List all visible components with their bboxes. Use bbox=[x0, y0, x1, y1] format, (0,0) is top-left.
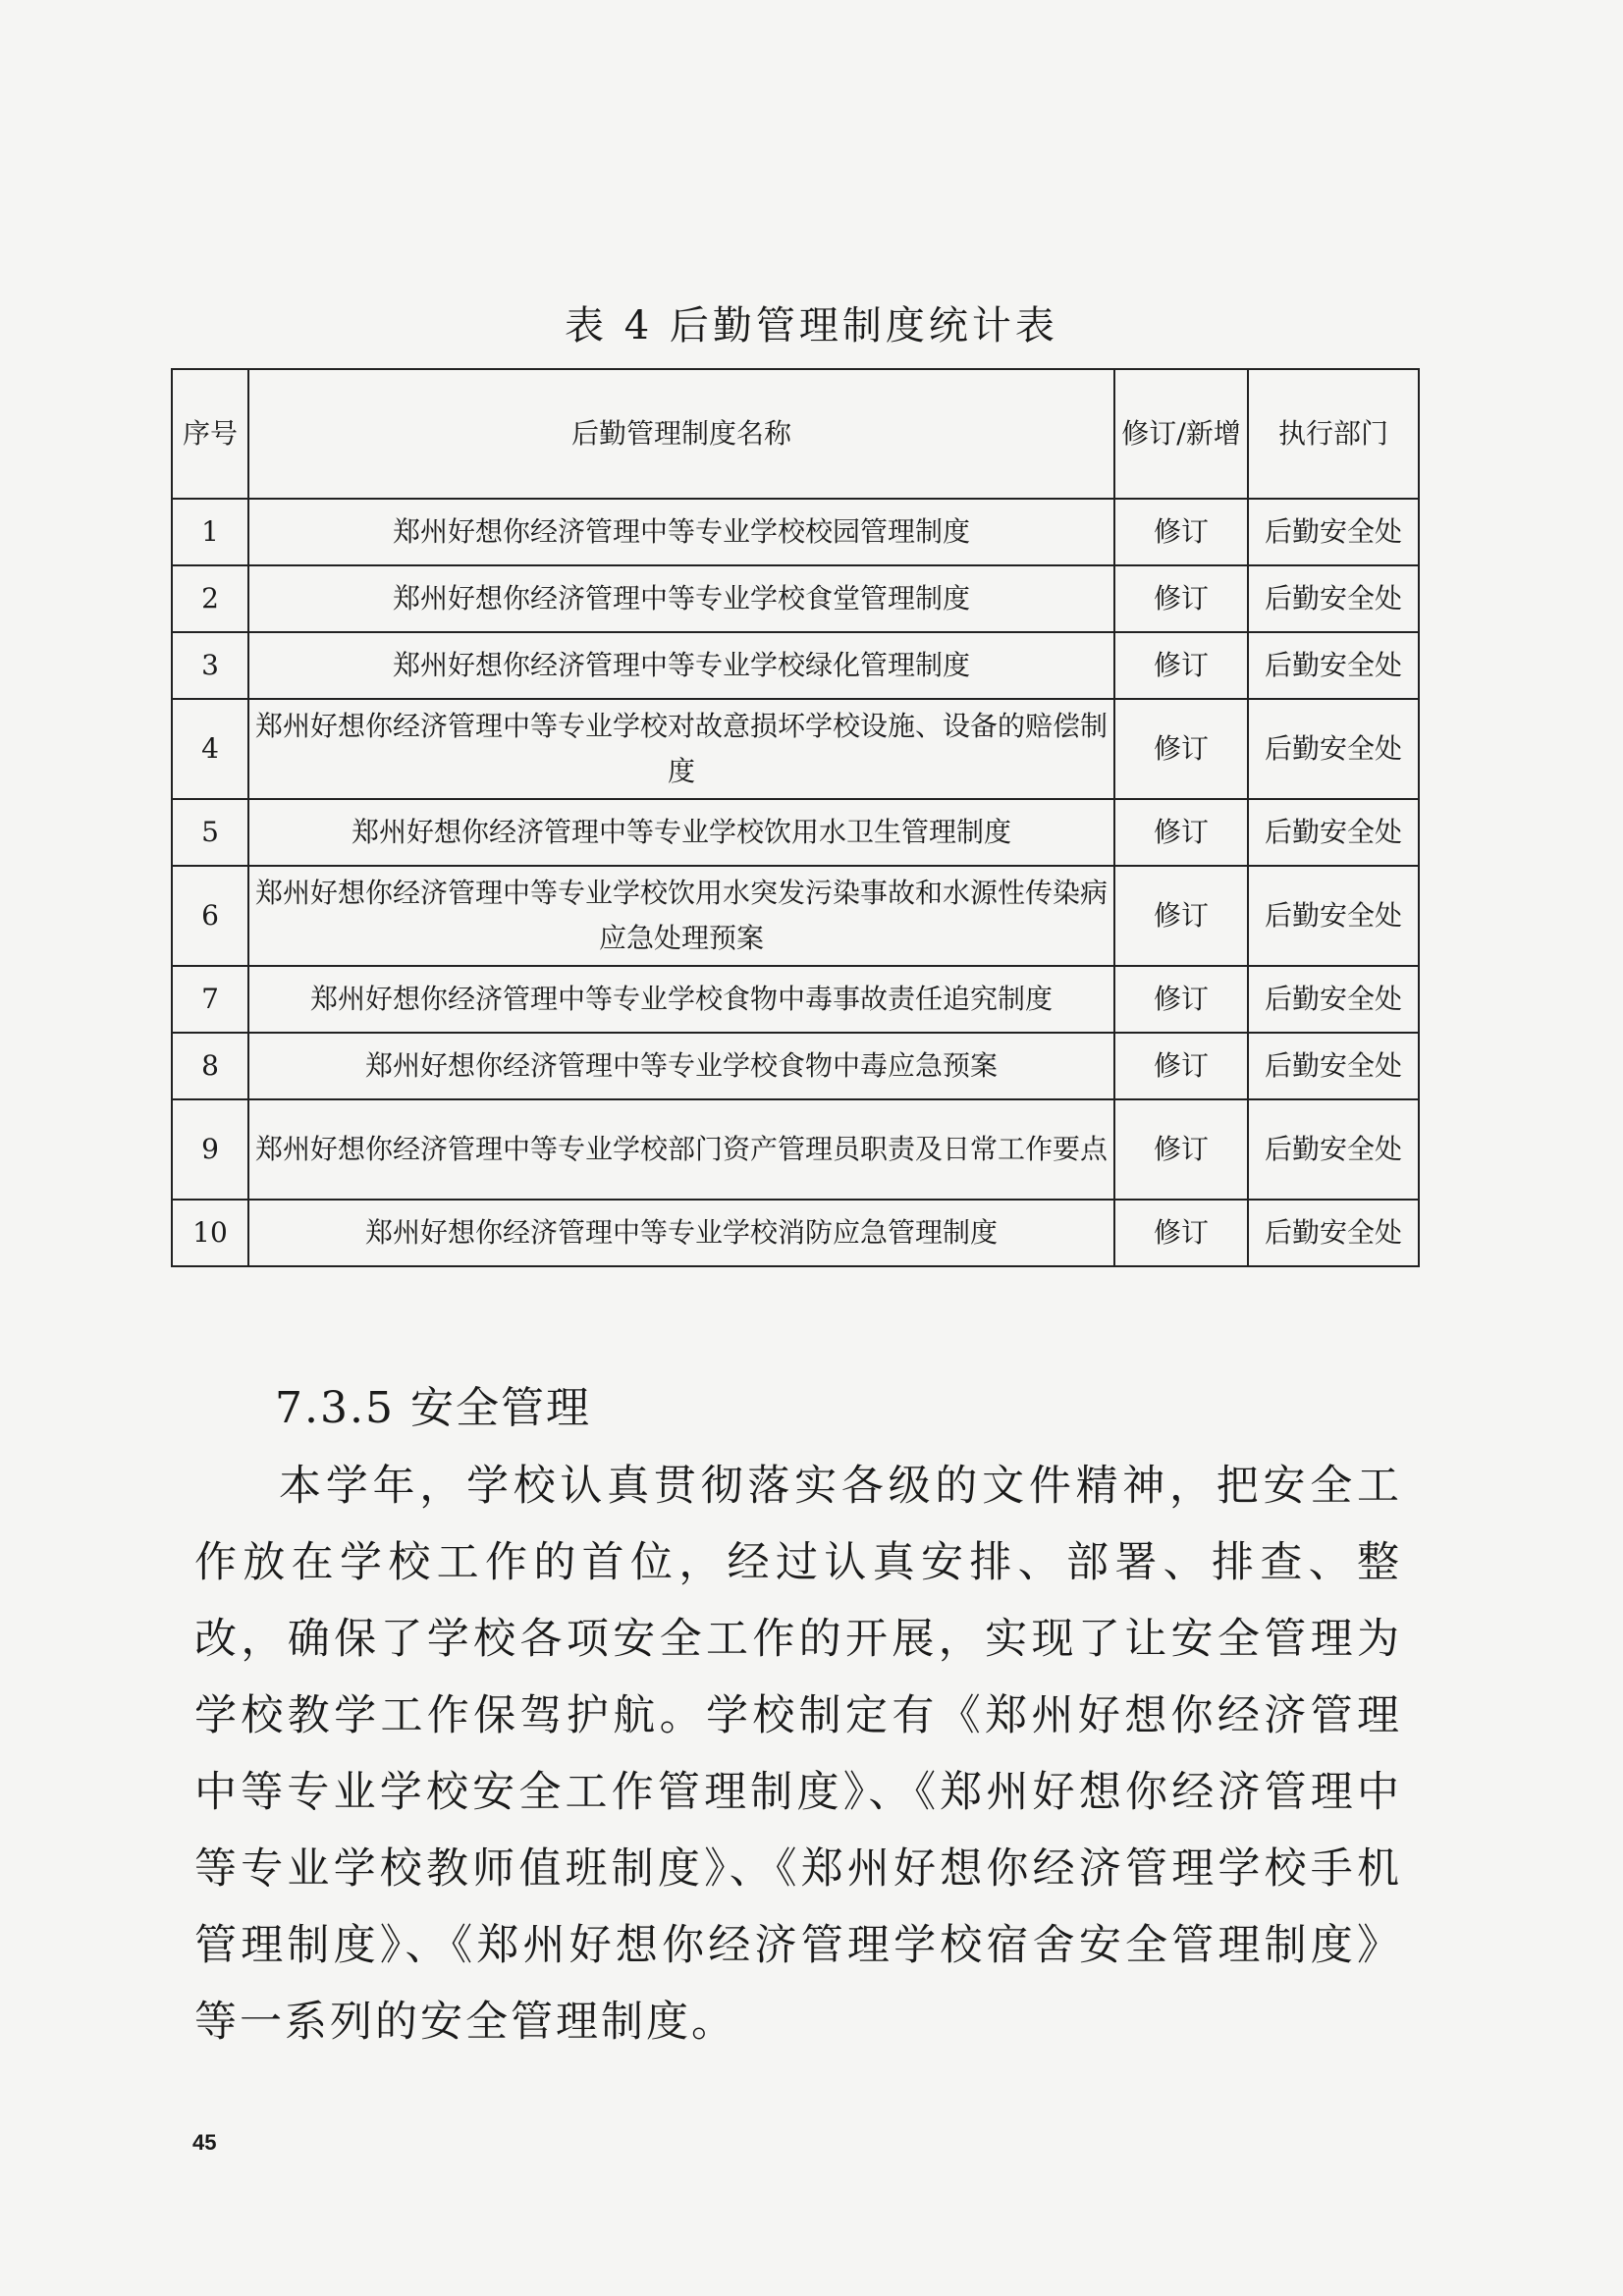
cell-no: 1 bbox=[172, 499, 248, 565]
cell-type: 修订 bbox=[1114, 1200, 1248, 1266]
table-row bbox=[172, 866, 1419, 966]
cell-type: 修订 bbox=[1114, 966, 1248, 1033]
cell-type: 修订 bbox=[1114, 1033, 1248, 1099]
cell-name: 郑州好想你经济管理中等专业学校消防应急管理制度 bbox=[248, 1200, 1114, 1266]
cell-dept: 后勤安全处 bbox=[1248, 799, 1419, 866]
cell-type: 修订 bbox=[1114, 1099, 1248, 1200]
cell-name: 郑州好想你经济管理中等专业学校食物中毒事故责任追究制度 bbox=[248, 966, 1114, 1033]
cell-type: 修订 bbox=[1114, 799, 1248, 866]
cell-no: 4 bbox=[172, 699, 248, 799]
table-row bbox=[172, 966, 1419, 1033]
header-name: 后勤管理制度名称 bbox=[248, 369, 1114, 499]
cell-dept: 后勤安全处 bbox=[1248, 565, 1419, 632]
cell-name: 郑州好想你经济管理中等专业学校饮用水突发污染事故和水源性传染病应急处理预案 bbox=[248, 866, 1114, 966]
cell-dept: 后勤安全处 bbox=[1248, 699, 1419, 799]
table-row bbox=[172, 799, 1419, 866]
cell-no: 10 bbox=[172, 1200, 248, 1266]
cell-type: 修订 bbox=[1114, 632, 1248, 699]
header-dept: 执行部门 bbox=[1248, 369, 1419, 499]
cell-name: 郑州好想你经济管理中等专业学校对故意损坏学校设施、设备的赔偿制度 bbox=[248, 699, 1114, 799]
cell-dept: 后勤安全处 bbox=[1248, 1200, 1419, 1266]
table-row bbox=[172, 632, 1419, 699]
cell-name: 郑州好想你经济管理中等专业学校食物中毒应急预案 bbox=[248, 1033, 1114, 1099]
cell-type: 修订 bbox=[1114, 565, 1248, 632]
table-row bbox=[172, 699, 1419, 799]
section-heading: 7.3.5 安全管理 bbox=[275, 1383, 591, 1433]
cell-dept: 后勤安全处 bbox=[1248, 499, 1419, 565]
table-row bbox=[172, 565, 1419, 632]
cell-name: 郑州好想你经济管理中等专业学校食堂管理制度 bbox=[248, 565, 1114, 632]
cell-no: 9 bbox=[172, 1099, 248, 1200]
cell-dept: 后勤安全处 bbox=[1248, 1033, 1419, 1099]
cell-name: 郑州好想你经济管理中等专业学校绿化管理制度 bbox=[248, 632, 1114, 699]
table-row bbox=[172, 1033, 1419, 1099]
cell-name: 郑州好想你经济管理中等专业学校校园管理制度 bbox=[248, 499, 1114, 565]
table-row bbox=[172, 1200, 1419, 1266]
cell-dept: 后勤安全处 bbox=[1248, 866, 1419, 966]
table-title: 表 4 后勤管理制度统计表 bbox=[565, 303, 1058, 348]
header-type: 修订/新增 bbox=[1114, 369, 1248, 499]
cell-no: 3 bbox=[172, 632, 248, 699]
cell-dept: 后勤安全处 bbox=[1248, 966, 1419, 1033]
page-number: 45 bbox=[192, 2130, 217, 2155]
body-paragraph: 本学年，学校认真贯彻落实各级的文件精神，把安全工作放在学校工作的首位，经过认真安排、部署、排查、整改，确保了学校各项安全工作的开展，实现了让安全管理为学校教学工作保驾护航。学校制定有《郑州好想你经济管理中等专业学校安全工作管理制度》、《郑州好想你经济管理中等专业学校教师值班制度》、《郑州好想你经济管理学校手机管理制度》、《郑州好想你经济管理学校宿舍安全管理制度》等一系列的安全管理制度。 bbox=[194, 1462, 1402, 2047]
cell-dept: 后勤安全处 bbox=[1248, 632, 1419, 699]
cell-name: 郑州好想你经济管理中等专业学校饮用水卫生管理制度 bbox=[248, 799, 1114, 866]
table-row bbox=[172, 1099, 1419, 1200]
cell-dept: 后勤安全处 bbox=[1248, 1099, 1419, 1200]
cell-type: 修订 bbox=[1114, 499, 1248, 565]
cell-type: 修订 bbox=[1114, 866, 1248, 966]
table-header-row bbox=[172, 369, 1419, 499]
cell-no: 8 bbox=[172, 1033, 248, 1099]
cell-no: 6 bbox=[172, 866, 248, 966]
cell-type: 修订 bbox=[1114, 699, 1248, 799]
regulations-table bbox=[171, 368, 1420, 1267]
cell-no: 5 bbox=[172, 799, 248, 866]
header-no: 序号 bbox=[172, 369, 248, 499]
cell-no: 7 bbox=[172, 966, 248, 1033]
table-row bbox=[172, 499, 1419, 565]
cell-no: 2 bbox=[172, 565, 248, 632]
cell-name: 郑州好想你经济管理中等专业学校部门资产管理员职责及日常工作要点 bbox=[248, 1099, 1114, 1200]
